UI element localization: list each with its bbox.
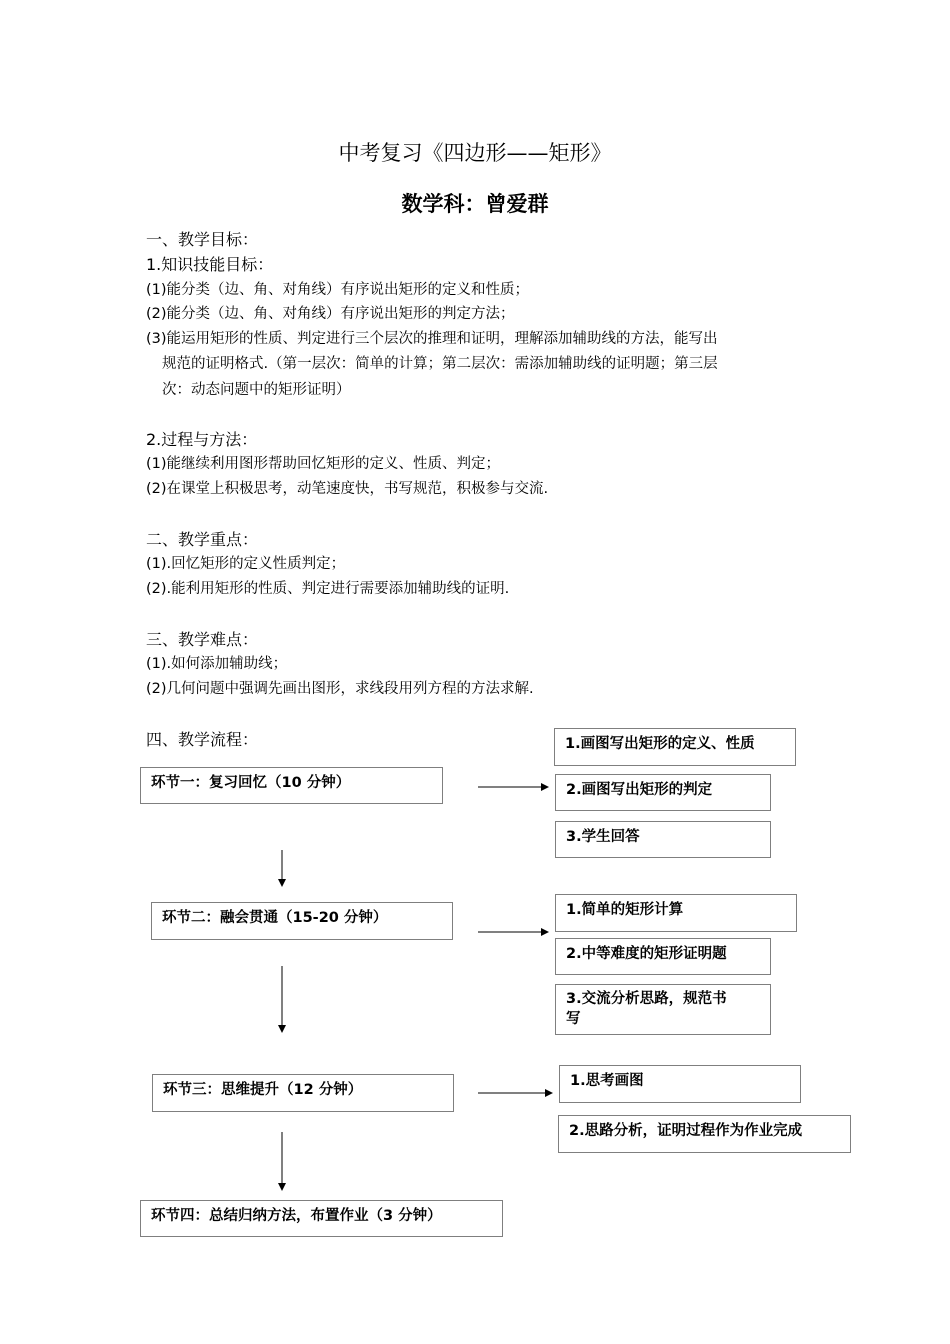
step-text-line: 写 [566, 1011, 581, 1027]
objective-line: (2)能分类（边、角、对角线）有序说出矩形的判定方法； [146, 306, 515, 322]
section4-heading: 四、教学流程： [146, 730, 259, 749]
difficulty-line: (1).如何添加辅助线； [146, 656, 288, 672]
step-box: 1.思考画图 [559, 1065, 801, 1103]
objective-line: 规范的证明格式.（第一层次：简单的计算；第二层次：需添加辅助线的证明题；第三层 [162, 356, 718, 372]
step-box: 2.思路分析，证明过程作为作业完成 [558, 1115, 851, 1153]
objective-line: 次：动态问题中的矩形证明） [162, 382, 351, 398]
step-box: 1.简单的矩形计算 [555, 894, 797, 932]
objective-line: (3)能运用矩形的性质、判定进行三个层次的推理和证明，理解添加辅助线的方法，能写出 [146, 331, 718, 347]
section1-heading: 一、教学目标： [146, 230, 259, 249]
objective-line: (1)能分类（边、角、对角线）有序说出矩形的定义和性质； [146, 282, 530, 298]
author-line: 数学科：曾爱群 [401, 192, 549, 216]
step-box: 3.学生回答 [555, 821, 771, 858]
step-box: 2.中等难度的矩形证明题 [555, 938, 771, 975]
stage-box: 环节一：复习回忆（10 分钟） [140, 767, 443, 804]
section3-heading: 三、教学难点： [146, 630, 259, 649]
section1-sub1: 1.知识技能目标： [146, 255, 274, 274]
step-text-line: 3.交流分析思路，规范书 [566, 991, 727, 1007]
stage-box: 环节四：总结归纳方法，布置作业（3 分钟） [140, 1200, 503, 1237]
method-line: (1)能继续利用图形帮助回忆矩形的定义、性质、判定； [146, 456, 501, 472]
step-box: 2.画图写出矩形的判定 [555, 774, 771, 811]
document-title: 中考复习《四边形——矩形》 [338, 141, 612, 165]
stage-box: 环节二：融会贯通（15-20 分钟） [151, 902, 453, 940]
keypoint-line: (1).回忆矩形的定义性质判定； [146, 556, 346, 572]
stage-box: 环节三：思维提升（12 分钟） [152, 1074, 454, 1112]
difficulty-line: (2)几何问题中强调先画出图形，求线段用列方程的方法求解. [146, 681, 534, 697]
step-box: 1.画图写出矩形的定义、性质 [554, 728, 796, 766]
method-line: (2)在课堂上积极思考，动笔速度快，书写规范，积极参与交流. [146, 481, 549, 497]
step-box [555, 984, 771, 1035]
keypoint-line: (2).能利用矩形的性质、判定进行需要添加辅助线的证明. [146, 581, 510, 597]
section2-heading: 二、教学重点： [146, 530, 259, 549]
section1-sub2: 2.过程与方法： [146, 430, 258, 449]
